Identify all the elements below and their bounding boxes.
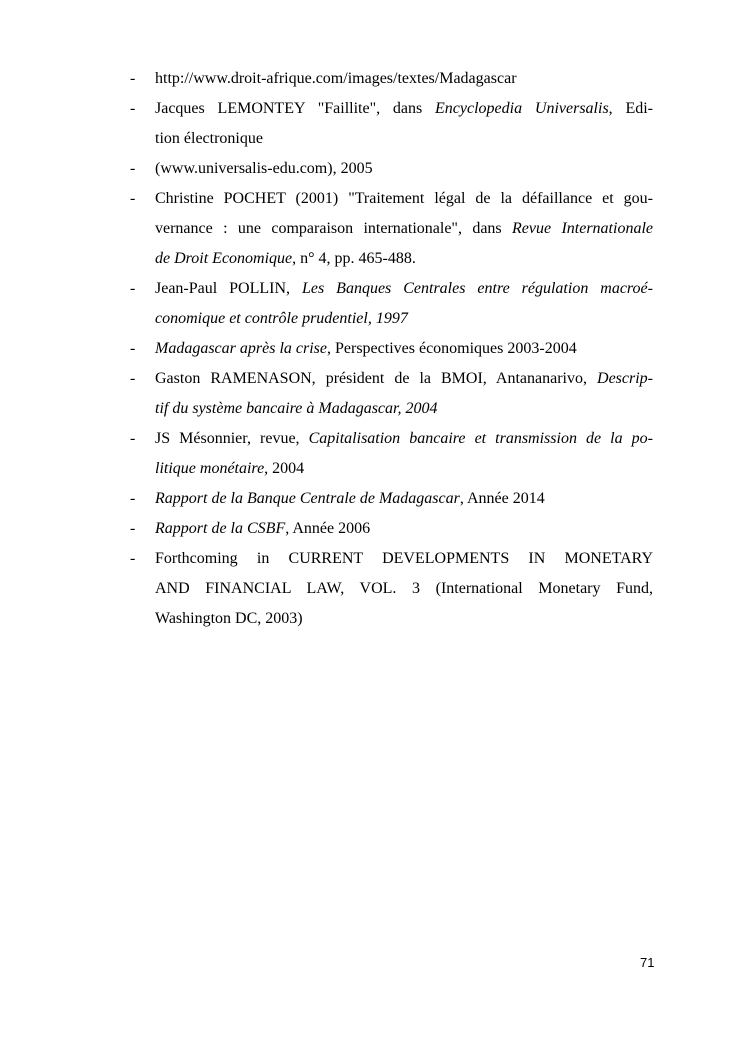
reference-text: Christine POCHET (2001) "Traitement légal de la défaillance et gou- <box>155 190 653 207</box>
reference-item <box>0 364 653 424</box>
list-bullet: - <box>130 70 136 87</box>
list-bullet: - <box>130 340 136 357</box>
reference-line <box>155 604 653 634</box>
reference-line <box>155 334 653 364</box>
reference-text: , n° 4, pp. 465-488. <box>292 250 416 267</box>
reference-text: , Edi- <box>608 100 654 117</box>
reference-text: , Année 2014 <box>459 490 545 507</box>
reference-text: Jacques LEMONTEY "Faillite", dans <box>155 100 436 117</box>
reference-text: (www.universalis-edu.com), 2005 <box>155 160 373 177</box>
reference-item <box>0 514 653 544</box>
reference-item <box>0 484 653 514</box>
reference-line <box>155 184 653 214</box>
reference-item <box>0 334 653 364</box>
reference-title: litique monétaire <box>155 460 265 477</box>
reference-title: de Droit Economique <box>155 250 293 267</box>
reference-title: Capitalisation bancaire et transmission de la po- <box>308 430 653 447</box>
list-bullet: - <box>130 370 136 387</box>
reference-line <box>155 574 653 604</box>
reference-line <box>155 124 653 154</box>
reference-line <box>155 94 653 124</box>
reference-title: tif du système bancaire à Madagascar, 2004 <box>155 400 438 417</box>
reference-line <box>155 244 653 274</box>
reference-line <box>155 424 653 454</box>
reference-line <box>155 304 653 334</box>
reference-line <box>155 64 653 94</box>
list-bullet: - <box>130 100 136 117</box>
list-bullet: - <box>130 160 136 177</box>
reference-line <box>155 274 653 304</box>
reference-title: conomique et contrôle prudentiel, 1997 <box>155 310 408 327</box>
list-bullet: - <box>130 490 136 507</box>
reference-line <box>155 214 653 244</box>
reference-title: Encyclopedia Universalis <box>435 100 609 117</box>
reference-text: Washington DC, 2003) <box>155 610 303 627</box>
list-bullet: - <box>130 190 136 207</box>
reference-text: , Perspectives économiques 2003-2004 <box>326 340 577 357</box>
reference-list <box>0 64 744 634</box>
reference-item <box>0 544 653 634</box>
reference-title: Rapport de la CSBF <box>155 520 286 537</box>
list-bullet: - <box>130 430 136 447</box>
reference-title: Les Banques Centrales entre régulation macroé- <box>302 280 653 297</box>
page-number: 71 <box>640 955 655 970</box>
reference-item <box>0 184 653 274</box>
reference-text: Forthcoming in CURRENT DEVELOPMENTS IN MONETARY <box>155 550 653 567</box>
list-bullet: - <box>130 280 136 297</box>
reference-item <box>0 424 653 484</box>
reference-text: , Année 2006 <box>285 520 371 537</box>
reference-item <box>0 154 653 184</box>
reference-line <box>155 394 653 424</box>
reference-line <box>155 514 653 544</box>
reference-text: , 2004 <box>264 460 305 477</box>
reference-text: Jean-Paul POLLIN, <box>155 280 302 297</box>
reference-item <box>0 64 653 94</box>
reference-line <box>155 364 653 394</box>
reference-title: Revue Internationale <box>512 220 653 237</box>
list-bullet: - <box>130 520 136 537</box>
reference-item <box>0 94 653 154</box>
list-bullet: - <box>130 550 136 567</box>
reference-text: tion électronique <box>155 130 263 147</box>
reference-line <box>155 454 653 484</box>
reference-text: http://www.droit-afrique.com/images/textes/Madagascar <box>155 70 517 87</box>
reference-title: Rapport de la Banque Centrale de Madagascar <box>155 490 460 507</box>
reference-text: AND FINANCIAL LAW, VOL. 3 (International Monetary Fund, <box>155 580 653 597</box>
reference-title: Madagascar après la crise <box>155 340 327 357</box>
reference-line <box>155 544 653 574</box>
reference-line <box>155 154 653 184</box>
reference-text: JS Mésonnier, revue, <box>155 430 309 447</box>
reference-text: vernance : une comparaison internationale", dans <box>155 220 513 237</box>
reference-title: Descrip- <box>597 370 653 387</box>
reference-text: Gaston RAMENASON, président de la BMOI, Antananarivo, <box>155 370 598 387</box>
reference-line <box>155 484 653 514</box>
reference-item <box>0 274 653 334</box>
